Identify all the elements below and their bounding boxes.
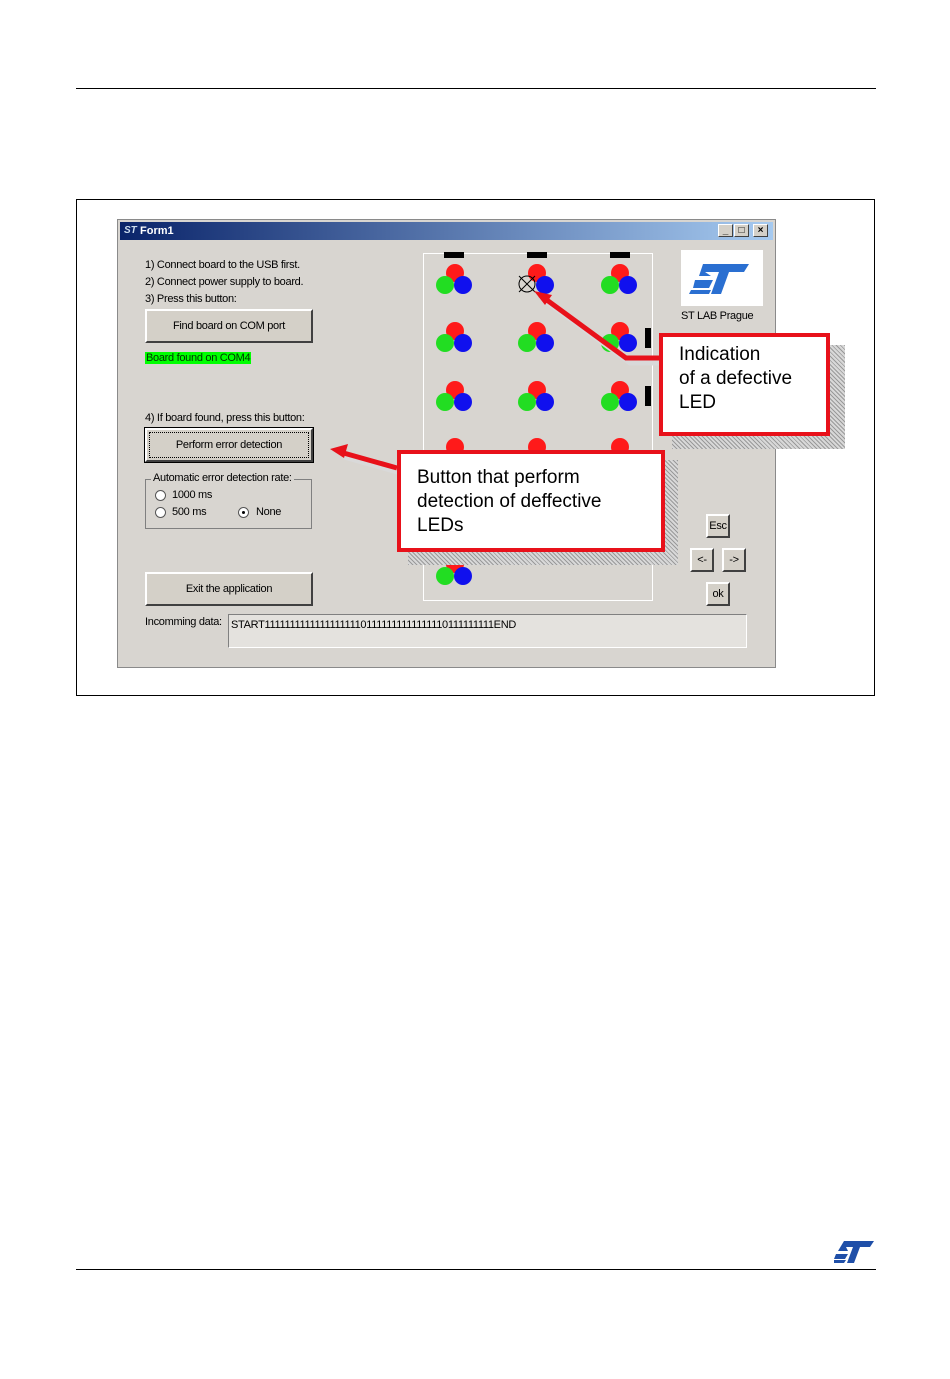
callout-line: LEDs <box>417 515 464 536</box>
radio-1000ms-label: 1000 ms <box>172 489 213 501</box>
minimize-button[interactable]: _ <box>718 224 733 237</box>
step4-label: 4) If board found, press this button: <box>145 412 305 424</box>
left-button[interactable]: <- <box>690 548 714 572</box>
incoming-data-field[interactable]: START111111111111111111101111111111111110111111111END <box>228 614 747 648</box>
callout-line: Button that perform <box>417 467 580 488</box>
callout-line: of a defective <box>679 368 793 389</box>
radio-none-label: None <box>256 506 282 518</box>
callout-line: LED <box>679 392 716 413</box>
board-status: Board found on COM4 <box>146 352 251 364</box>
find-board-button[interactable]: Find board on COM port <box>145 309 313 343</box>
perform-error-detection-button[interactable]: Perform error detection <box>145 428 313 462</box>
callout-line: Indication <box>679 344 761 365</box>
window-title: Form1 <box>140 225 174 237</box>
button-callout <box>397 450 665 552</box>
ok-button[interactable]: ok <box>706 582 730 606</box>
instruction-3: 3) Press this button: <box>145 293 237 305</box>
instruction-2: 2) Connect power supply to board. <box>145 276 304 288</box>
radio-500ms-label: 500 ms <box>172 506 207 518</box>
exit-button[interactable]: Exit the application <box>145 572 313 606</box>
esc-button[interactable]: Esc <box>706 514 730 538</box>
maximize-button[interactable]: □ <box>734 224 749 237</box>
close-button[interactable]: × <box>753 224 768 237</box>
rate-group-label: Automatic error detection rate: <box>153 472 292 484</box>
st-footer-logo <box>834 1238 876 1266</box>
incoming-label: Incomming data: <box>145 616 222 628</box>
callout-line: detection of deffective <box>417 491 602 512</box>
right-button[interactable]: -> <box>722 548 746 572</box>
app-icon: ST <box>124 225 137 236</box>
logo-caption: ST LAB Prague <box>681 310 754 322</box>
instruction-1: 1) Connect board to the USB first. <box>145 259 300 271</box>
defective-led-callout <box>659 333 830 436</box>
footer-rule <box>76 1269 876 1270</box>
